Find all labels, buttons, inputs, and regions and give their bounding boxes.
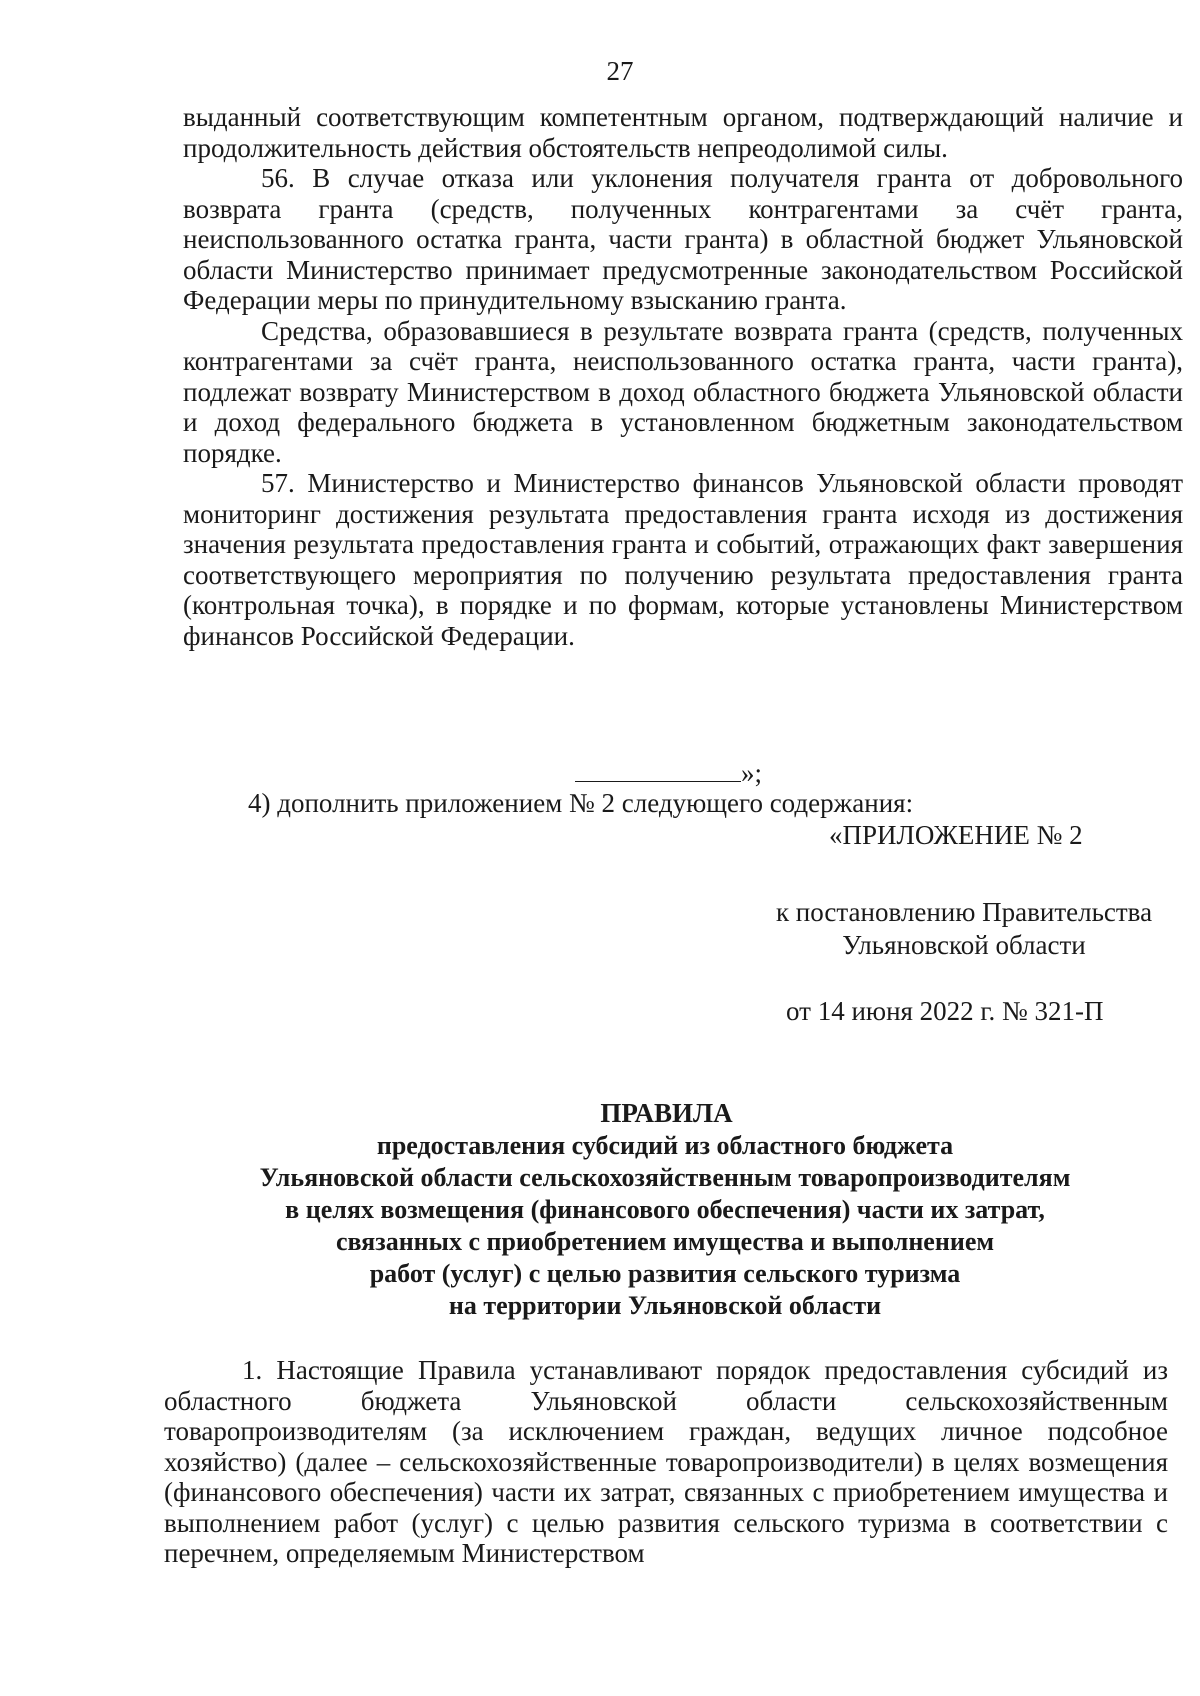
- paragraph-57: 57. Министерство и Министерство финансов Ульяновской области проводят мониторинг достижения результата предоставления гранта исходя из достижения значения результата предоставления гранта и событий, отражающих факт завершения соответствующего мероприятия по получению результата предоставления гранта (контрольная точка), в порядке и по формам, которые установлены Министерством финансов Российской Федерации.: [183, 468, 1183, 651]
- decree-date: от 14 июня 2022 г. № 321-П: [786, 996, 1104, 1026]
- lower-text-block: [164, 1355, 1168, 1569]
- to-decree-line-1: к постановлению Правительства: [775, 897, 1153, 927]
- rules-subtitle-line-4: связанных с приобретением имущества и выполнением: [335, 1227, 995, 1256]
- rules-subtitle-line-5: работ (услуг) с целью развития сельского туризма: [369, 1259, 961, 1288]
- paragraph-56: 56. В случае отказа или уклонения получателя гранта от добровольного возврата гранта (средств, полученных контрагентами за счёт гранта, неиспользованного остатка гранта, части гранта) в областной бюджет Ульяновской области Министерство принимает предусмотренные законодательством Российской Федерации меры по принудительному взысканию гранта.: [183, 163, 1183, 315]
- upper-text-block: [183, 102, 1183, 651]
- rules-subtitle-line-2: Ульяновской области сельскохозяйственным товаропроизводителям: [259, 1163, 1071, 1192]
- paragraph-force-majeure: выданный соответствующим компетентным органом, подтверждающий наличие и продолжительность действия обстоятельств непреодолимой силы.: [183, 102, 1183, 163]
- rules-subtitle: [200, 1130, 1130, 1322]
- appendix-title: «ПРИЛОЖЕНИЕ № 2: [829, 820, 1083, 850]
- appendix-to-decree: [760, 896, 1168, 962]
- rules-subtitle-line-6: на территории Ульяновской области: [448, 1291, 882, 1320]
- quote-closing-line: [575, 758, 762, 789]
- rules-paragraph-1: 1. Настоящие Правила устанавливают порядок предоставления субсидий из областного бюджета Ульяновской области сельскохозяйственным товаропроизводителям (за исключением граждан, ведущих личное подсобное хозяйство) (далее – сельскохозяйственные товаропроизводители) в целях возмещения (финансового обеспечения) части их затрат, связанных с приобретением имущества и выполнением работ (услуг) с целью развития сельского туризма в соответствии с перечнем, определяемым Министерством: [164, 1355, 1168, 1568]
- to-decree-line-2: Ульяновской области: [842, 930, 1086, 960]
- amendment-item-4: 4) дополнить приложением № 2 следующего содержания:: [248, 788, 914, 818]
- rules-subtitle-line-3: в целях возмещения (финансового обеспечения) части их затрат,: [285, 1195, 1045, 1224]
- page-number: 27: [606, 56, 634, 86]
- rules-subtitle-line-1: предоставления субсидий из областного бюджета: [376, 1131, 954, 1160]
- signature-underline: [575, 759, 741, 782]
- rules-title: ПРАВИЛА: [600, 1098, 733, 1128]
- quote-closing-mark: »;: [741, 758, 763, 788]
- paragraph-funds-return: Средства, образовавшиеся в результате возврата гранта (средств, полученных контрагентами за счёт гранта, неиспользованного остатка гранта, части гранта), подлежат возврату Министерством в доход областного бюджета Ульяновской области и доход федерального бюджета в установленном бюджетным законодательством порядке.: [183, 315, 1183, 468]
